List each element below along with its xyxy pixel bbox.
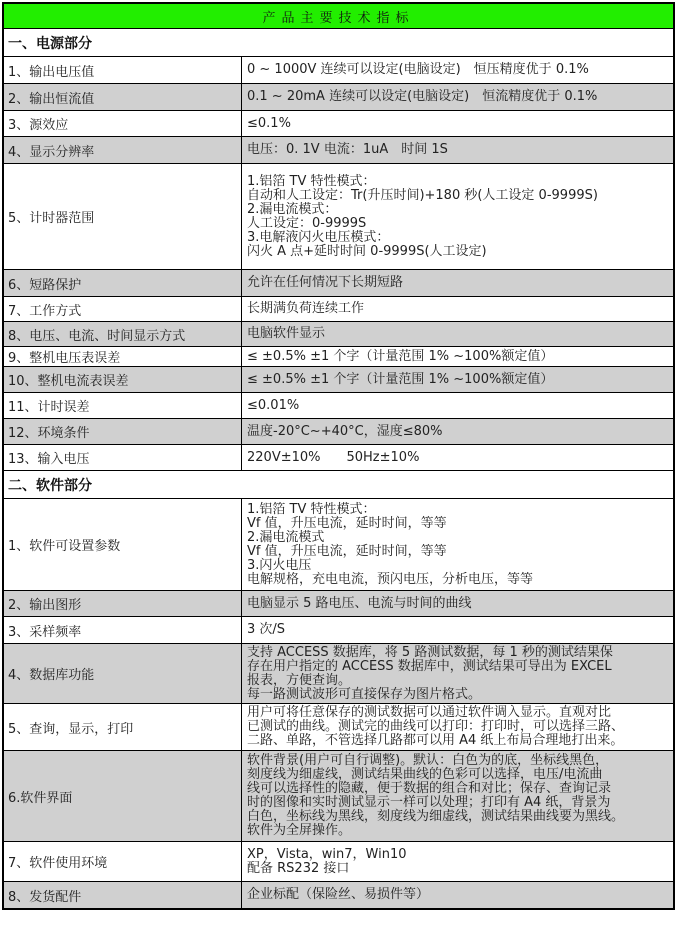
spec-value-line: Vf 值，升压电流，延时时间，等等 [247,515,447,531]
table-row [4,392,673,418]
spec-value-line: ≤ ±0.5% ±1 个字（计量范围 1% ~100%额定值） [247,348,554,364]
spec-value-line: 电脑软件显示 [247,326,326,341]
spec-label: 1、软件可设置参数 [4,499,242,590]
spec-value [242,367,673,392]
spec-value-line: 电压：0. 1V 电流：1uA 时间 1S [247,142,448,157]
table-row [4,590,673,616]
spec-value [242,347,673,366]
spec-value [242,393,673,418]
spec-label: 5、计时器范围 [4,164,242,269]
spec-label: 10、整机电流表误差 [4,367,242,392]
spec-value-line: 支持 ACCESS 数据库，将 5 路测试数据，每 1 秒的测试结果保 [247,644,613,660]
spec-label: 6.软件界面 [4,751,242,841]
spec-value-line: 0 ~ 1000V 连续可以设定(电脑设定) 恒压精度优于 0.1% [247,62,589,77]
table-row [4,296,673,321]
spec-value-line: 允许在任何情况下长期短路 [247,275,404,290]
spec-value-line: 电解规格，充电电流，预闪电压，分析电压，等等 [247,571,534,587]
spec-label: 9、整机电压表误差 [4,347,242,366]
spec-value-line: 0.1 ~ 20mA 连续可以设定(电脑设定) 恒流精度优于 0.1% [247,89,598,104]
table-row [4,136,673,163]
spec-value-line: 闪火 A 点+延时时间 0-9999S(人工设定) [247,243,487,259]
spec-value-line: 自动和人工设定：Tr(升压时间)+180 秒(人工设定 0-9999S) [247,187,598,203]
section-heading [4,470,673,498]
spec-value-line: 刻度线为细虚线，测试结果曲线的色彩可以选择，电压/电流曲 [247,767,603,782]
table-row [4,83,673,110]
spec-label: 6、短路保护 [4,270,242,296]
spec-label: 2、输出恒流值 [4,84,242,110]
table-row [4,703,673,750]
spec-label: 7、软件使用环境 [4,842,242,881]
spec-value-line: ≤0.01% [247,397,300,413]
spec-value [242,137,673,163]
spec-label: 8、电压、电流、时间显示方式 [4,322,242,346]
table-row [4,346,673,366]
spec-label: 8、发货配件 [4,882,242,908]
spec-value-line: 2.漏电流模式 [247,529,325,545]
spec-label: 4、显示分辨率 [4,137,242,163]
spec-label: 3、采样频率 [4,617,242,643]
spec-value-line: Vf 值，升压电流，延时时间，等等 [247,543,447,559]
spec-value-line: 用户可将任意保存的测试数据可以通过软件调入显示。直观对比 [247,705,612,720]
table-row [4,881,673,908]
spec-label: 3、源效应 [4,111,242,136]
spec-value-line: 1.铝箔 TV 特性模式： [247,501,376,517]
spec-value-line: 3 次/S [247,622,286,637]
table-row [4,643,673,703]
spec-value [242,84,673,110]
spec-value-line: ≤ ±0.5% ±1 个字（计量范围 1% ~100%额定值） [247,371,554,387]
table-row [4,841,673,881]
table-title-text: 产品主要技术指标 [262,10,415,26]
table-row [4,750,673,841]
spec-value [242,270,673,296]
spec-label: 1、输出电压值 [4,57,242,83]
section-heading-text: 一、电源部分 [8,35,92,52]
section-heading-text: 二、软件部分 [8,477,92,494]
spec-value [242,751,673,841]
spec-label: 11、计时误差 [4,393,242,418]
spec-value [242,644,673,703]
spec-label: 13、输入电压 [4,445,242,470]
spec-value-line: 配备 RS232 接口 [247,860,350,876]
spec-value-line: 每一路测试波形可直接保存为图片格式。 [247,686,482,702]
spec-value-line: ≤0.1% [247,115,291,131]
section-heading [4,28,673,56]
spec-label: 4、数据库功能 [4,644,242,703]
spec-value [242,842,673,881]
spec-value [242,322,673,346]
spec-value-line: 1.铝箔 TV 特性模式： [247,173,376,189]
spec-value [242,297,673,321]
spec-label: 12、环境条件 [4,419,242,444]
spec-value [242,499,673,590]
table-row [4,366,673,392]
spec-table [2,2,675,910]
spec-value-line: 已测试的曲线。测试完的曲线可以打印：打印时，可以选择三路、 [247,719,625,734]
spec-value-line: 时的图像和实时测试显示一样可以处理；打印有 A4 纸，背景为 [247,795,611,810]
table-title [4,4,673,28]
spec-value [242,591,673,616]
spec-value-line: 企业标配（保险丝、易损件等） [247,887,430,902]
spec-value [242,882,673,908]
spec-value-line: 线可以选择性的隐藏，便于数据的组合和对比；保存、查询记录 [247,781,612,796]
spec-value-line: 温度-20°C~+40°C，湿度≤80% [247,423,443,439]
table-row [4,498,673,590]
spec-value-line: 3.电解液闪火电压模式： [247,229,390,245]
spec-value-line: 软件为全屏操作。 [247,823,352,838]
spec-value-line: 3.闪火电压 [247,557,312,573]
spec-value-line: 220V±10% 50Hz±10% [247,449,420,465]
spec-value-line: 软件背景(用户可自行调整)。默认：白色为的底，坐标线黑色， [247,753,609,768]
spec-value-line: 2.漏电流模式： [247,201,338,217]
table-row [4,163,673,269]
table-row [4,418,673,444]
spec-value-line: 二路、单路，不管选择几路都可以用 A4 纸上布局合理地打出来。 [247,733,624,748]
table-row [4,56,673,83]
spec-value [242,617,673,643]
table-row [4,321,673,346]
spec-value-line: XP，Vista，win7，Win10 [247,846,407,862]
spec-label: 5、查询，显示，打印 [4,704,242,750]
spec-value [242,445,673,470]
spec-value-line: 白色，坐标线为黑线，刻度线为细虚线，测试结果曲线要为黑线。 [247,809,625,824]
spec-value [242,704,673,750]
table-row [4,110,673,136]
spec-value [242,111,673,136]
table-body [4,28,673,908]
table-row [4,269,673,296]
table-row [4,616,673,643]
spec-label: 2、输出图形 [4,591,242,616]
spec-value-line: 电脑显示 5 路电压、电流与时间的曲线 [247,595,472,611]
spec-value [242,419,673,444]
spec-value-line: 存在用户指定的 ACCESS 数据库中，测试结果可导出为 EXCEL [247,658,612,674]
spec-value-line: 报表，方便查询。 [247,672,352,688]
spec-value [242,164,673,269]
spec-label: 7、工作方式 [4,297,242,321]
spec-value [242,57,673,83]
table-row [4,444,673,470]
spec-value-line: 长期满负荷连续工作 [247,301,365,316]
spec-value-line: 人工设定：0-9999S [247,215,367,231]
